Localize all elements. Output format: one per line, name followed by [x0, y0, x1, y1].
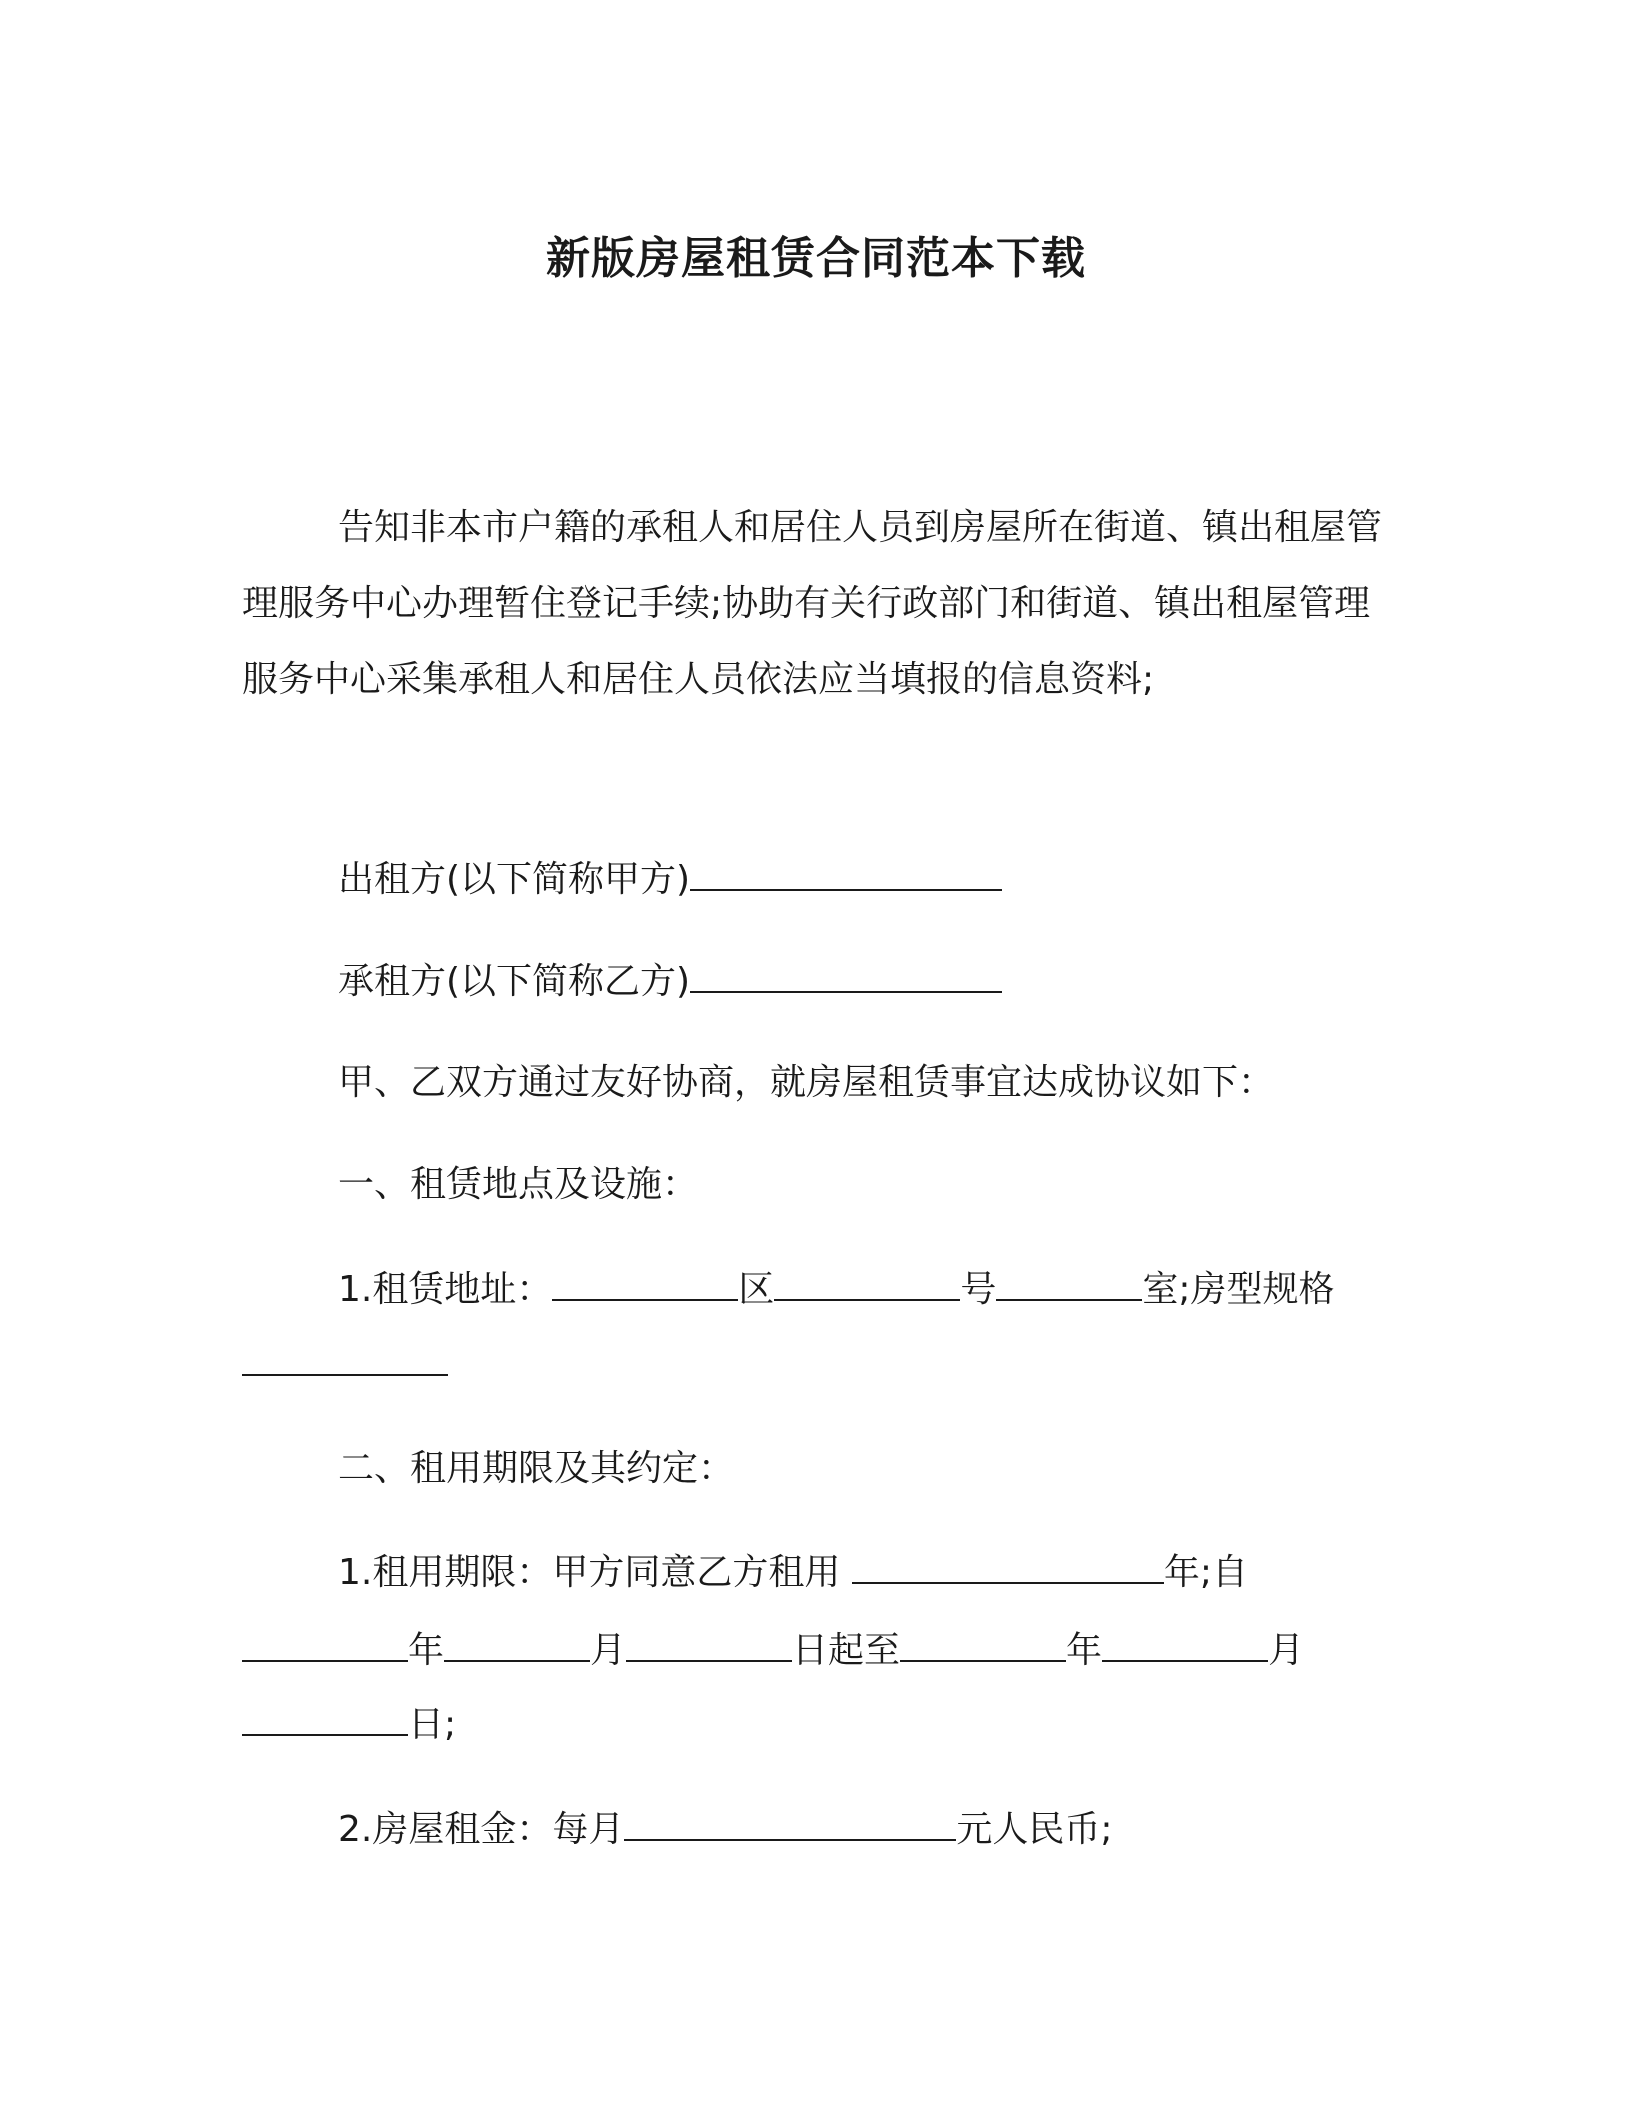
document-title: 新版房屋租赁合同范本下载: [546, 233, 1086, 284]
intro-paragraph: 告知非本市户籍的承租人和居住人员到房屋所在街道、镇出租屋管理服务中心办理暂住登记手续;协助有关行政部门和街道、镇出租屋管理服务中心采集承租人和居住人员依法应当填报的信息资料;: [242, 507, 1383, 700]
address-number-blank[interactable]: [774, 1265, 960, 1301]
address-room-blank[interactable]: [996, 1265, 1142, 1301]
lessee-blank[interactable]: [690, 957, 1002, 993]
term-label: 1.租用期限：甲方同意乙方租用: [338, 1552, 841, 1593]
lessee-line: [338, 957, 1002, 1006]
rent-label: 2.房屋租金：每月: [338, 1809, 625, 1850]
room-type-line: [242, 1340, 448, 1389]
address-district-suffix: 区: [738, 1269, 775, 1310]
address-room-suffix: 室;房型规格: [1142, 1269, 1335, 1310]
end-day-label: 日;: [408, 1704, 457, 1745]
term-line: [338, 1548, 1248, 1597]
address-street-blank[interactable]: [552, 1265, 738, 1301]
rent-amount-blank[interactable]: [624, 1805, 956, 1841]
start-year-blank[interactable]: [242, 1626, 408, 1662]
term-dates-line: [242, 1626, 1304, 1675]
start-month-label: 月: [590, 1630, 627, 1671]
lessor-label: 出租方(以下简称甲方): [338, 859, 691, 900]
agreement-intro: 甲、乙双方通过友好协商，就房屋租赁事宜达成协议如下：: [338, 1062, 1275, 1103]
lessor-line: [338, 855, 1002, 904]
start-day-blank[interactable]: [626, 1626, 792, 1662]
end-month-blank[interactable]: [1102, 1626, 1268, 1662]
section2-heading: 二、租用期限及其约定：: [338, 1448, 735, 1489]
end-year-blank[interactable]: [900, 1626, 1066, 1662]
address-label: 1.租赁地址：: [338, 1269, 553, 1310]
term-years-blank[interactable]: [852, 1548, 1164, 1584]
term-years-suffix: 年;自: [1163, 1552, 1248, 1593]
start-day-label: 日起至: [792, 1630, 901, 1671]
lessee-label: 承租方(以下简称乙方): [338, 961, 691, 1002]
lessor-blank[interactable]: [690, 855, 1002, 891]
start-year-label: 年: [408, 1630, 445, 1671]
address-number-suffix: 号: [960, 1269, 997, 1310]
term-end-line: [242, 1700, 456, 1749]
end-month-label: 月: [1268, 1630, 1305, 1671]
start-month-blank[interactable]: [444, 1626, 590, 1662]
address-line: [338, 1265, 1335, 1314]
rent-line: [338, 1805, 1113, 1854]
section1-heading: 一、租赁地点及设施：: [338, 1164, 699, 1205]
end-day-blank[interactable]: [242, 1700, 408, 1736]
end-year-label: 年: [1066, 1630, 1103, 1671]
rent-suffix: 元人民币;: [956, 1809, 1113, 1850]
room-type-blank[interactable]: [242, 1340, 448, 1376]
